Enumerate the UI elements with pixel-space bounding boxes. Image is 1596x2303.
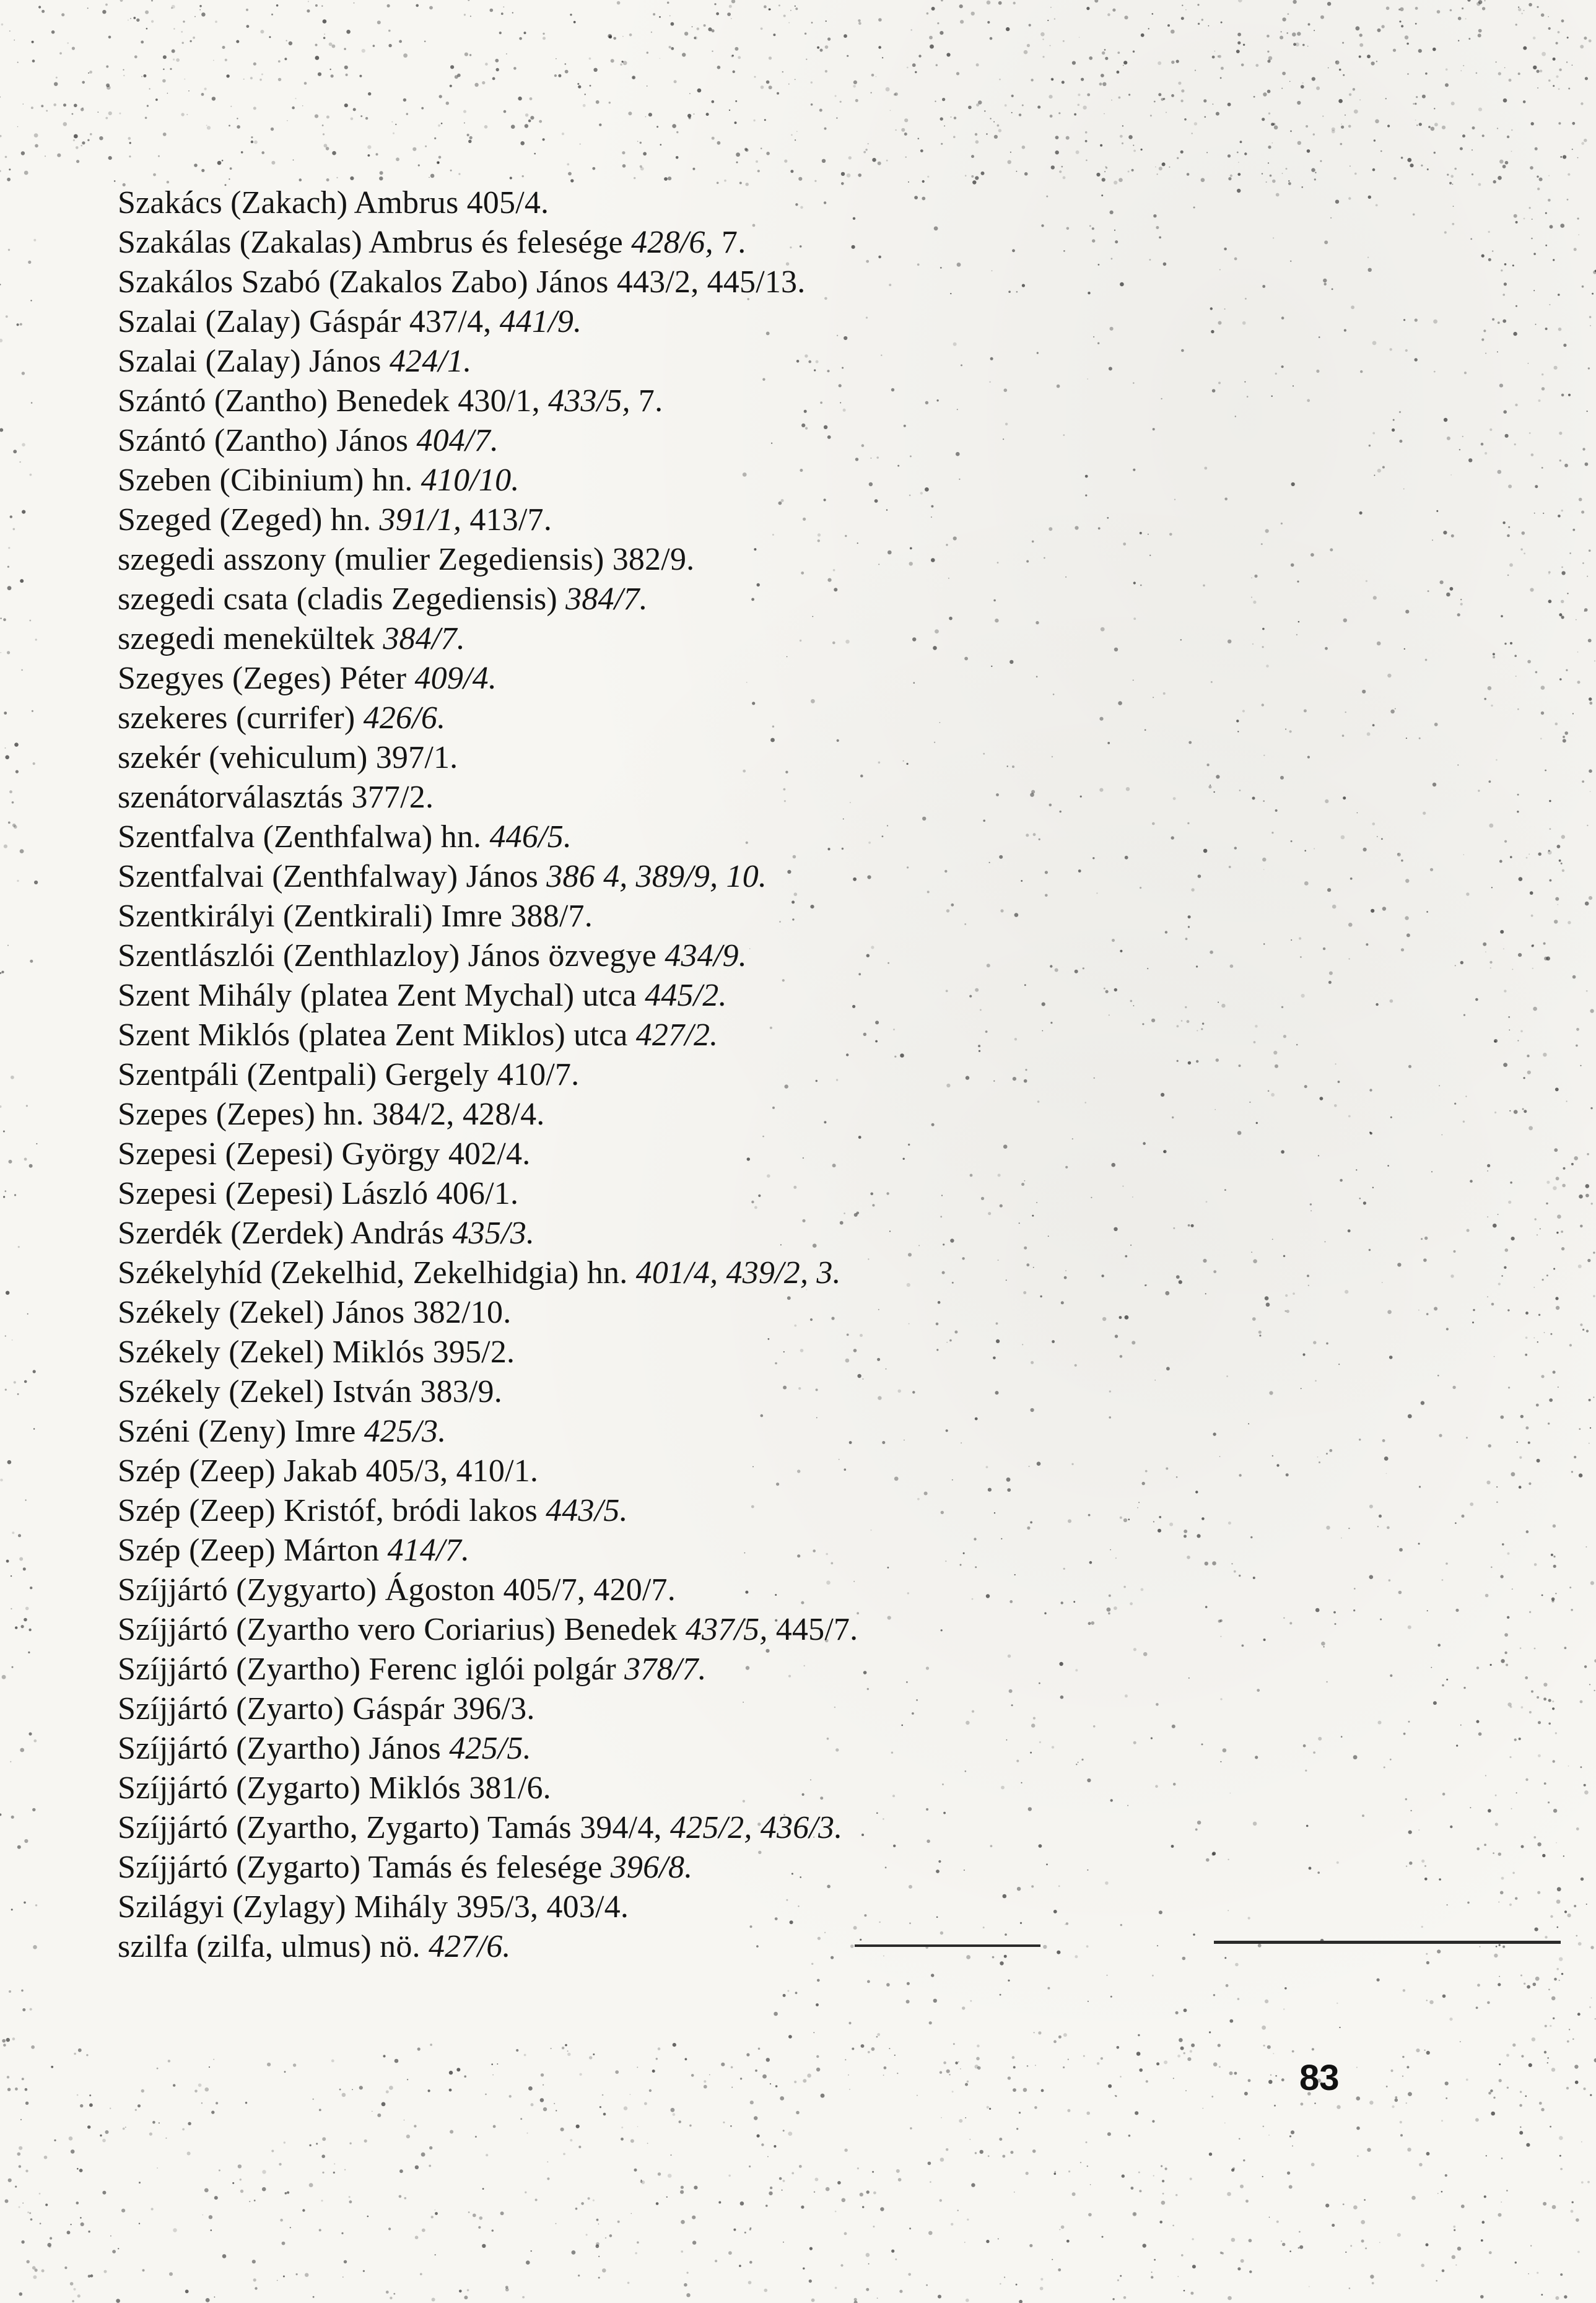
entry-text: Szakálas (Zakalas) Ambrus és felesége: [118, 225, 632, 260]
entry-italic-ref: 10.: [726, 859, 767, 894]
index-entry: [118, 1927, 858, 1967]
entry-text: Szíjjártó (Zyartho) János: [118, 1731, 450, 1766]
entry-italic-ref: 425/3.: [364, 1414, 447, 1449]
entry-italic-ref: 425/2, 436/3.: [669, 1810, 843, 1845]
entry-text: Szalai (Zalay) Gáspár 437/4,: [118, 304, 500, 339]
entry-text: Szalai (Zalay) János: [118, 344, 390, 379]
index-entry: [118, 659, 858, 699]
entry-text: Szép (Zeep) Jakab 405/3, 410/1.: [118, 1453, 539, 1489]
index-entry: [118, 183, 858, 223]
entry-text: Székely (Zekel) Miklós 395/2.: [118, 1334, 515, 1370]
index-entry: [118, 1729, 858, 1769]
index-entry: [118, 1887, 858, 1927]
entry-italic-ref: 446/5.: [489, 819, 572, 855]
index-entry: [118, 580, 858, 619]
entry-text: szenátorválasztás 377/2.: [118, 780, 434, 815]
index-entry: [118, 1808, 858, 1848]
index-entry: [118, 500, 858, 540]
entry-text: [718, 859, 726, 894]
entry-text: Szántó (Zantho) Benedek 430/1,: [118, 383, 549, 419]
page-number: 83: [1299, 2058, 1340, 2098]
index-entry: [118, 1650, 858, 1689]
entry-text: Székelyhíd (Zekelhid, Zekelhidgia) hn.: [118, 1255, 636, 1291]
index-entry: [118, 1055, 858, 1095]
entry-italic-ref: 435/3.: [452, 1216, 535, 1251]
entry-text: 7.: [630, 383, 663, 419]
index-entry: [118, 1253, 858, 1293]
entry-italic-ref: 409/4.: [414, 661, 497, 696]
entry-italic-ref: 378/7.: [624, 1652, 707, 1687]
entry-italic-ref: 445/2.: [645, 978, 727, 1013]
entry-text: Szegyes (Zeges) Péter: [118, 661, 415, 696]
entry-text: Szentfalvai (Zenthfalway) János: [118, 859, 547, 894]
entry-italic-ref: 404/7.: [416, 423, 499, 458]
entry-italic-ref: 426/6.: [363, 700, 446, 736]
index-entry: [118, 817, 858, 857]
entry-text: Szántó (Zantho) János: [118, 423, 417, 458]
index-entry: [118, 738, 858, 778]
entry-text: Szeben (Cibinium) hn.: [118, 463, 421, 498]
index-entry: [118, 461, 858, 500]
entry-italic-ref: 433/5,: [548, 383, 630, 419]
entry-italic-ref: 384/7.: [383, 621, 465, 656]
entry-text: Székely (Zekel) István 383/9.: [118, 1374, 502, 1409]
entry-italic-ref: 425/5.: [449, 1731, 531, 1766]
index-entry: [118, 936, 858, 976]
entry-text: 445/7.: [767, 1612, 858, 1647]
index-entry: [118, 778, 858, 817]
entry-text: Szentpáli (Zentpali) Gergely 410/7.: [118, 1057, 580, 1092]
entry-text: Szép (Zeep) Kristóf, bródi lakos: [118, 1493, 546, 1528]
entry-text: Szakács (Zakach) Ambrus 405/4.: [118, 185, 549, 220]
entry-text: Szentlászlói (Zenthlazloy) János özvegye: [118, 938, 665, 973]
index-entry: [118, 699, 858, 738]
entry-italic-ref: 391/1,: [379, 502, 462, 538]
entry-text: Szilágyi (Zylagy) Mihály 395/3, 403/4.: [118, 1889, 629, 1925]
entry-text: Szentfalva (Zenthfalwa) hn.: [118, 819, 490, 855]
entry-text: Széni (Zeny) Imre: [118, 1414, 364, 1449]
entry-text: 7.: [713, 225, 746, 260]
index-entry: [118, 1095, 858, 1134]
entry-italic-ref: 428/6,: [631, 225, 713, 260]
index-entry: [118, 1372, 858, 1412]
index-entry: [118, 1412, 858, 1452]
index-entry: [118, 540, 858, 580]
entry-text: szegedi menekültek: [118, 621, 383, 656]
index-entry: [118, 857, 858, 897]
entry-italic-ref: 441/9.: [499, 304, 582, 339]
entry-text: Szíjjártó (Zyartho) Ferenc iglói polgár: [118, 1652, 625, 1687]
entry-text: szegedi asszony (mulier Zegediensis) 382/9.: [118, 542, 695, 577]
index-list: [118, 183, 858, 1967]
entry-text: Szakálos Szabó (Zakalos Zabo) János 443/2, 445/13.: [118, 264, 806, 300]
entry-text: Szíjjártó (Zyarto) Gáspár 396/3.: [118, 1691, 535, 1726]
index-entry: [118, 263, 858, 302]
index-entry: [118, 976, 858, 1016]
index-entry: [118, 1016, 858, 1055]
index-entry: [118, 1570, 858, 1610]
entry-text: szekeres (currifer): [118, 700, 364, 736]
entry-text: Szepesi (Zepesi) László 406/1.: [118, 1176, 519, 1211]
entry-italic-ref: 384/7.: [565, 581, 648, 617]
entry-italic-ref: 414/7.: [387, 1533, 470, 1568]
entry-text: szekér (vehiculum) 397/1.: [118, 740, 458, 775]
entry-text: Szép (Zeep) Márton: [118, 1533, 388, 1568]
index-entry: [118, 1174, 858, 1214]
entry-text: Szepesi (Zepesi) György 402/4.: [118, 1136, 531, 1172]
entry-italic-ref: 434/9.: [665, 938, 747, 973]
index-entry: [118, 1214, 858, 1253]
index-entry: [118, 1610, 858, 1650]
entry-italic-ref: 427/2.: [635, 1017, 718, 1053]
entry-italic-ref: 427/6.: [428, 1929, 511, 1964]
entry-text: Székely (Zekel) János 382/10.: [118, 1295, 512, 1330]
index-entry: [118, 1134, 858, 1174]
entry-text: Szíjjártó (Zyartho, Zygarto) Tamás 394/4,: [118, 1810, 670, 1845]
index-entry: [118, 1848, 858, 1887]
index-entry: [118, 1293, 858, 1333]
entry-text: Szepes (Zepes) hn. 384/2, 428/4.: [118, 1097, 545, 1132]
index-entry: [118, 302, 858, 342]
scan-rule-line: [855, 1944, 1040, 1947]
scan-rule-line: [1214, 1941, 1561, 1944]
index-entry: [118, 1491, 858, 1531]
index-entry: [118, 1452, 858, 1491]
entry-text: Szíjjártó (Zygarto) Miklós 381/6.: [118, 1770, 551, 1806]
entry-italic-ref: 443/5.: [546, 1493, 628, 1528]
entry-text: Szent Miklós (platea Zent Miklos) utca: [118, 1017, 636, 1053]
index-entry: [118, 1689, 858, 1729]
entry-text: szegedi csata (cladis Zegediensis): [118, 581, 566, 617]
entry-text: Szentkirályi (Zentkirali) Imre 388/7.: [118, 899, 593, 934]
entry-italic-ref: 396/8.: [610, 1850, 693, 1885]
index-entry: [118, 223, 858, 263]
index-entry: [118, 619, 858, 659]
index-entry: [118, 1769, 858, 1808]
entry-text: Szeged (Zeged) hn.: [118, 502, 380, 538]
entry-text: szilfa (zilfa, ulmus) nö.: [118, 1929, 429, 1964]
entry-text: Szíjjártó (Zygyarto) Ágoston 405/7, 420/7.: [118, 1572, 676, 1608]
entry-text: Szíjjártó (Zyartho vero Coriarius) Benedek: [118, 1612, 686, 1647]
entry-italic-ref: 410/10.: [421, 463, 520, 498]
entry-text: Szíjjártó (Zygarto) Tamás és felesége: [118, 1850, 611, 1885]
entry-text: 413/7.: [461, 502, 552, 538]
entry-text: Szent Mihály (platea Zent Mychal) utca: [118, 978, 645, 1013]
entry-italic-ref: 437/5,: [685, 1612, 768, 1647]
entry-italic-ref: 386 4, 389/9,: [546, 859, 718, 894]
entry-italic-ref: 424/1.: [389, 344, 472, 379]
index-entry: [118, 342, 858, 381]
index-entry: [118, 897, 858, 936]
entry-italic-ref: 401/4, 439/2, 3.: [635, 1255, 841, 1291]
index-entry: [118, 1531, 858, 1570]
index-entry: [118, 1333, 858, 1372]
index-entry: [118, 381, 858, 421]
entry-text: Szerdék (Zerdek) András: [118, 1216, 453, 1251]
index-entry: [118, 421, 858, 461]
